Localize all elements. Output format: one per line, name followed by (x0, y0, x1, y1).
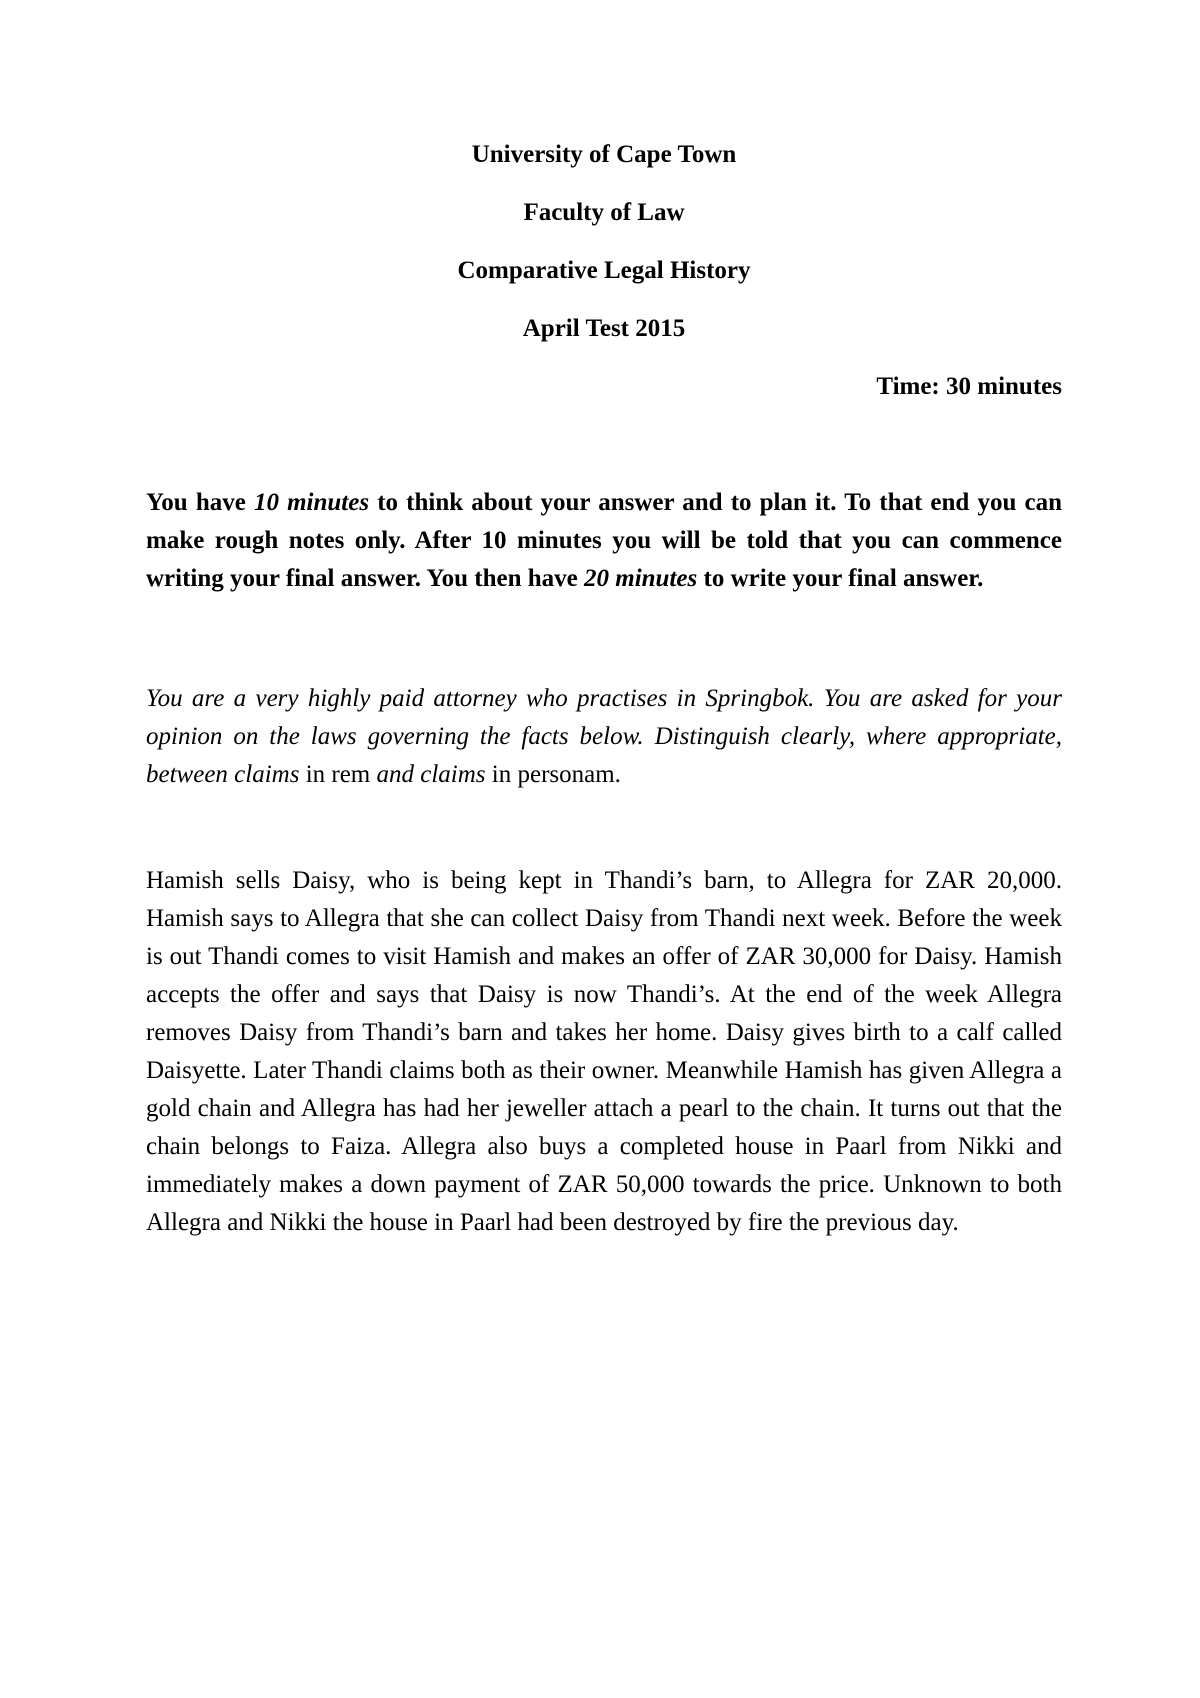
time-allowed: Time: 30 minutes (876, 373, 1062, 400)
write-time: 20 minutes (584, 565, 698, 592)
prompt-italic-1: You are a very highly paid attorney who practises in Springbok. You are asked for your opinion on the laws governing the facts below. Distinguish clearly, where appropriate, between claims (146, 685, 1062, 788)
instructions-text-3: to write your final answer. (697, 565, 984, 592)
prompt-italic-2: and claims (376, 761, 486, 788)
prompt-term-in-rem: in rem (299, 761, 377, 788)
course-heading: Comparative Legal History (457, 257, 751, 284)
prompt-term-in-personam: in personam. (485, 761, 621, 788)
instructions-paragraph (146, 484, 1062, 598)
prompt-paragraph (146, 680, 1062, 794)
faculty-heading: Faculty of Law (523, 199, 685, 226)
exam-page (146, 140, 1062, 1242)
instructions-text-1: You have (146, 489, 254, 516)
university-heading: University of Cape Town (471, 141, 737, 168)
think-time: 10 minutes (253, 489, 370, 516)
instructions-text-2: to think about your answer and to plan it. To that end you can make rough notes only. After 10 minutes you will be told that you can commence writing your final answer. You then have (146, 489, 1062, 592)
facts-paragraph: Hamish sells Daisy, who is being kept in Thandi’s barn, to Allegra for ZAR 20,000. Hamish says to Allegra that she can collect Daisy from Thandi next week. Before the week is out Thandi comes to visit Hamish and makes an offer of ZAR 30,000 for Daisy. Hamish accepts the offer and says that Daisy is now Thandi’s. At the end of the week Allegra removes Daisy from Thandi’s barn and takes her home. Daisy gives birth to a calf called Daisyette. Later Thandi claims both as their owner. Meanwhile Hamish has given Allegra a gold chain and Allegra has had her jeweller attach a pearl to the chain. It turns out that the chain belongs to Faiza. Allegra also buys a completed house in Paarl from Nikki and immediately makes a down payment of ZAR 50,000 towards the price. Unknown to both Allegra and Nikki the house in Paarl had been destroyed by fire the previous day. (146, 867, 1062, 1236)
test-heading: April Test 2015 (522, 315, 686, 342)
